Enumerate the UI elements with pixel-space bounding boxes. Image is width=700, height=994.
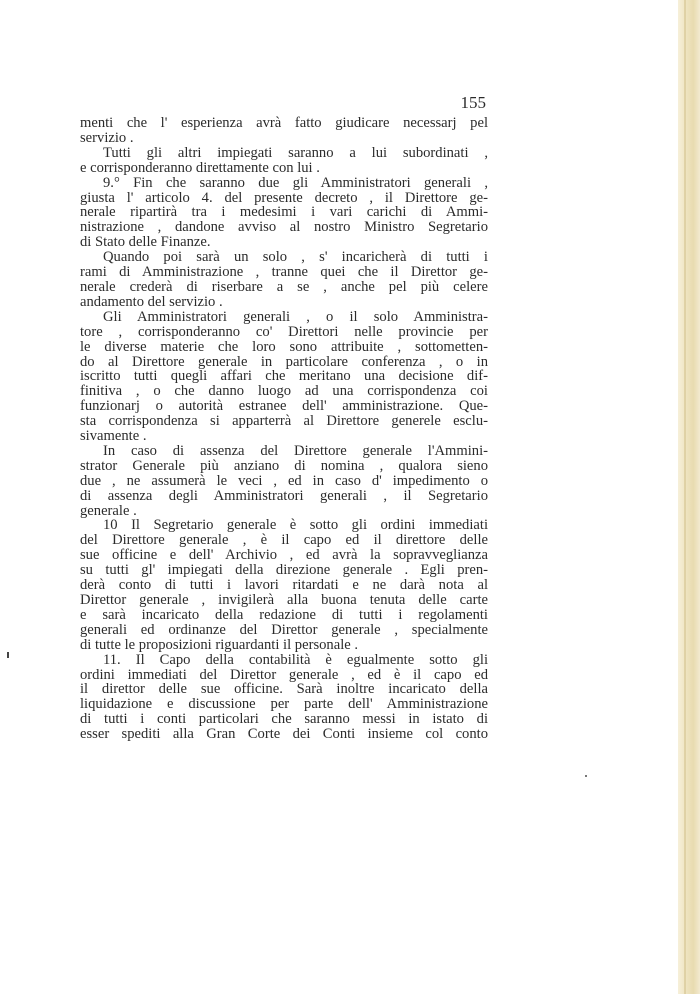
text-line: esser spediti alla Gran Corte dei Conti insieme col conto [80, 726, 488, 743]
text-line: ordini immediati del Direttor generale , ed è il capo ed [80, 666, 488, 683]
text-line: su tutti gl' impiegati della direzione generale . Egli pren- [80, 562, 488, 579]
text-line: sivamente . [80, 428, 147, 445]
body-text [80, 116, 488, 742]
text-line: giusta l' articolo 4. del presente decreto , il Direttore ge- [80, 189, 488, 206]
text-line: di tutti i conti particolari che saranno messi in istato di [80, 711, 488, 728]
text-line: andamento del servizio . [80, 293, 223, 310]
text-line: le diverse materie che loro sono attribuite , sottometten- [80, 338, 488, 355]
text-line: di Stato delle Finanze. [80, 234, 211, 251]
text-line: e sarà incaricato della redazione di tutti i regolamenti [80, 606, 488, 623]
text-line: Direttor generale , invigilerà alla buona tenuta delle carte [80, 592, 488, 608]
text-line: sue officine e dell' Archivio , ed avrà la sopravveglianza [80, 547, 488, 564]
text-line: 10 Il Segretario generale è sotto gli ordini immediati [103, 517, 488, 534]
text-line: tore , corrisponderanno co' Direttori nelle provincie per [80, 323, 488, 340]
text-line: menti che l' esperienza avrà fatto giudicare necessarj pel [80, 115, 488, 131]
paper-speck [585, 775, 587, 777]
margin-mark [7, 652, 9, 658]
text-line: strator Generale più anziano di nomina , qualora sieno [80, 457, 488, 474]
text-line: di tutte le proposizioni riguardanti il personale . [80, 636, 359, 653]
text-line: Tutti gli altri impiegati saranno a lui subordinati , [103, 144, 488, 161]
text-line: derà conto di tutti i lavori ritardati e ne darà nota al [80, 577, 488, 594]
text-line: e corrisponderanno direttamente con lui . [80, 159, 320, 176]
page-edge [678, 0, 700, 994]
text-line: servizio . [80, 129, 134, 146]
text-line: liquidazione e discussione per parte dell' Amministrazione [80, 696, 488, 713]
text-line: iscritto tutti quegli affari che meritano una decisione dif- [80, 368, 488, 385]
page-edge-crease [684, 0, 686, 994]
text-line: do al Direttore generale in particolare conferenza , o in [80, 353, 488, 370]
text-line: 11. Il Capo della contabilità è egualmente sotto gli [103, 651, 488, 668]
text-line: due , ne assumerà le veci , ed in caso d' impedimento o [80, 472, 488, 489]
text-line: In caso di assenza del Direttore generale l'Ammini- [103, 442, 488, 459]
text-line: 9.° Fin che saranno due gli Amministratori generali , [103, 174, 488, 191]
text-line: finitiva , o che danno luogo ad una corrispondenza coi [80, 383, 488, 400]
text-line: Quando poi sarà un solo , s' incaricherà di tutti i [103, 249, 488, 266]
text-line: il direttor delle sue officine. Sarà inoltre incaricato della [80, 681, 488, 698]
text-line: nerale ripartirà tra i medesimi i vari carichi di Ammi- [80, 204, 488, 221]
text-line: Gli Amministratori generali , o il solo Amministra- [103, 308, 488, 325]
text-line: sta corrispondenza si apparterrà al Direttore generele esclu- [80, 413, 488, 430]
text-line: funzionarj o autorità estranee dell' amministrazione. Que- [80, 398, 488, 415]
page-number: 155 [460, 93, 486, 112]
text-line: nerale crederà di riserbare a se , anche pel più celere [80, 278, 488, 295]
text-line: nistrazione , dandone avviso al nostro Ministro Segretario [80, 219, 488, 236]
text-line: generale . [80, 502, 137, 519]
text-line: rami di Amministrazione , tranne quei che il Direttor ge- [80, 264, 488, 281]
text-line: del Direttore generale , è il capo ed il direttore delle [80, 532, 488, 549]
text-line: di assenza degli Amministratori generali , il Segretario [80, 487, 488, 504]
text-line: generali ed ordinanze del Direttor generale , specialmente [80, 621, 488, 638]
